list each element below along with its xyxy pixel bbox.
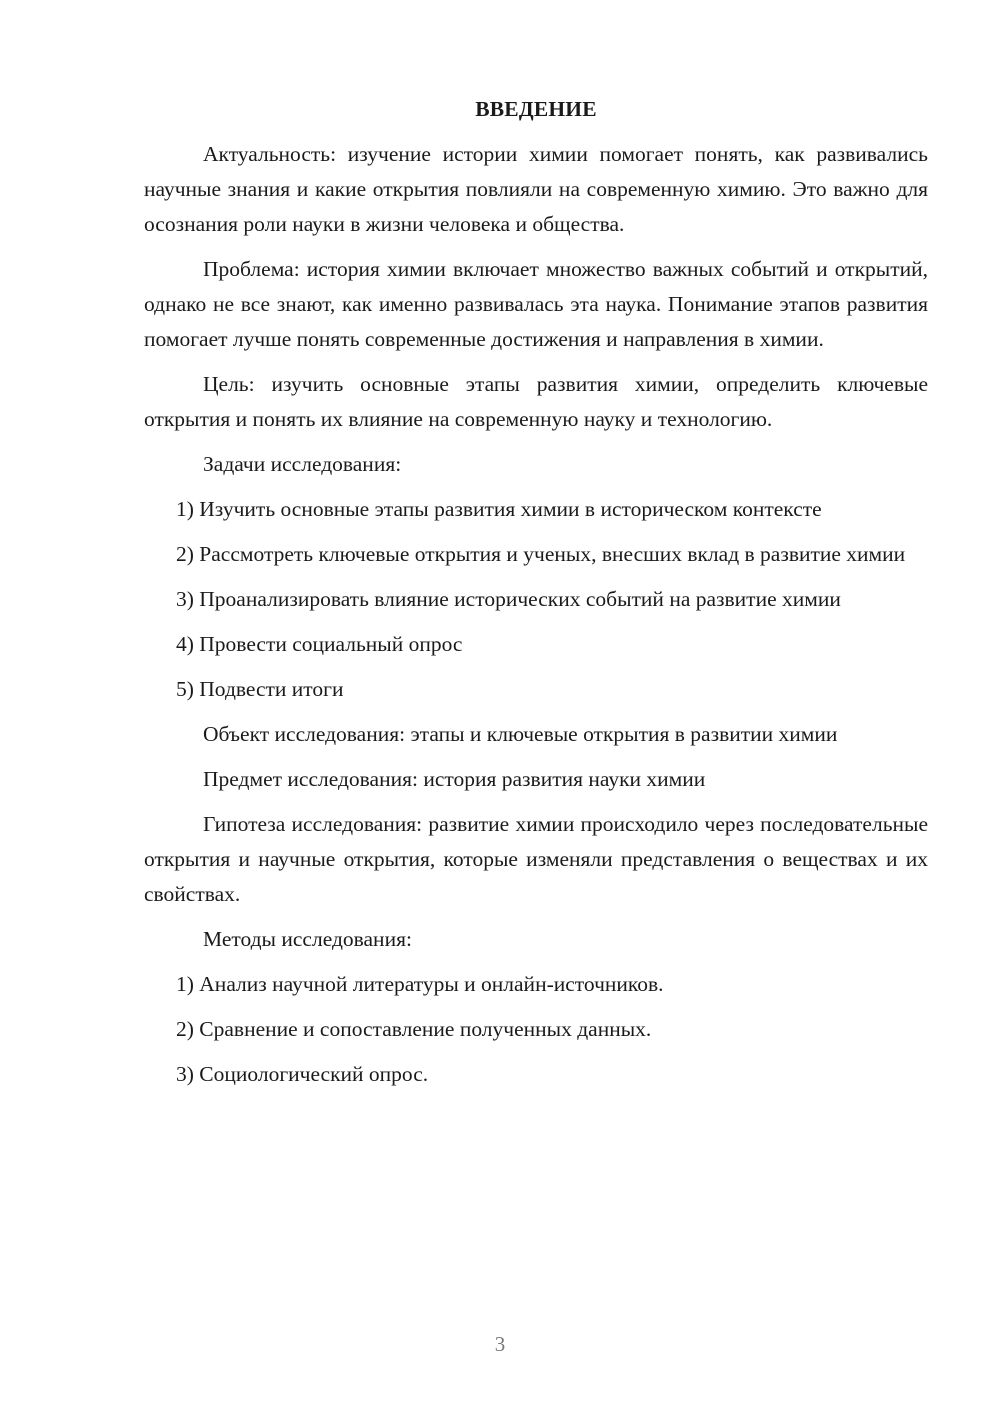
- task-item: 2) Рассмотреть ключевые открытия и ученых, внесших вклад в развитие химии: [176, 542, 906, 566]
- methods-heading: Методы исследования:: [203, 927, 412, 951]
- hypothesis-paragraph: Гипотеза исследования: развитие химии происходило через последовательные открытия и научные открытия, которые изменяли представления о веществах и их свойствах.: [144, 812, 928, 906]
- object-paragraph: Объект исследования: этапы и ключевые открытия в развитии химии: [203, 722, 838, 746]
- document-page: [144, 92, 928, 1102]
- subject-paragraph: Предмет исследования: история развития науки химии: [203, 767, 706, 791]
- tasks-heading: Задачи исследования:: [203, 452, 402, 476]
- method-item: 1) Анализ научной литературы и онлайн-источников.: [176, 972, 664, 996]
- goal-paragraph: Цель: изучить основные этапы развития химии, определить ключевые открытия и понять их влияние на современную науку и технологию.: [144, 372, 928, 431]
- problem-paragraph: Проблема: история химии включает множество важных событий и открытий, однако не все знают, как именно развивалась эта наука. Понимание этапов развития помогает лучше понять современные достижения и направления в химии.: [144, 257, 928, 351]
- task-item: 1) Изучить основные этапы развития химии в историческом контексте: [176, 497, 822, 521]
- method-item: 2) Сравнение и сопоставление полученных данных.: [176, 1017, 652, 1041]
- page-number: 3: [494, 1332, 506, 1356]
- section-title: ВВЕДЕНИЕ: [475, 97, 597, 121]
- task-item: 4) Провести социальный опрос: [176, 632, 463, 656]
- relevance-paragraph: Актуальность: изучение истории химии помогает понять, как развивались научные знания и какие открытия повлияли на современную химию. Это важно для осознания роли науки в жизни человека и общества.: [144, 142, 928, 236]
- task-item: 3) Проанализировать влияние исторических событий на развитие химии: [176, 587, 841, 611]
- method-item: 3) Социологический опрос.: [176, 1062, 429, 1086]
- task-item: 5) Подвести итоги: [176, 677, 344, 701]
